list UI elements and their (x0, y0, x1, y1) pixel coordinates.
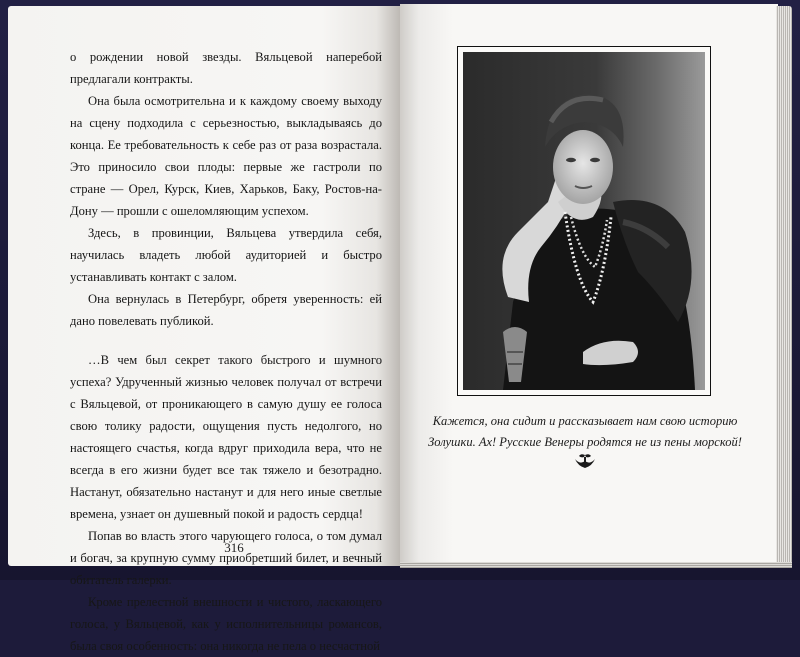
photo-frame (457, 46, 711, 396)
paragraph: о рождении новой звезды. Вяльцевой наперебой предлагали контракты. (70, 50, 382, 86)
portrait-photo (463, 52, 705, 390)
left-page (8, 6, 400, 653)
paragraph: …В чем был секрет такого быстрого и шумного успеха? Удрученный жизнью человек получал от встречи с Вяльцевой, от проникающего в самую душу ее голоса свою толику радости, ощущения пусть недолгого, но настоящего счастья, когда вдруг приходила вера, что не всегда в его жизни будет все так тяжело и безотрадно. Настанут, обязательно настанут и для него иные светлые времена, узнает он душевный покой и радость сердца! (70, 353, 382, 521)
paragraph: Здесь, в провинции, Вяльцева утвердила себя, научилась владеть любой аудиторией и быстро устанавливать контакт с залом. (70, 226, 382, 284)
paragraph: Попав во власть этого чарующего голоса, о том думал и богач, за крупную сумму приобретший билет, и вечный обитатель галерки. (70, 529, 382, 587)
paragraph: Кроме прелестной внешности и чистого, ласкающего голоса, у Вяльцевой, как у исполнительницы романсов, была своя особенность: она никогда не пела о несчастной (70, 595, 382, 653)
body-text (70, 46, 382, 657)
caption-line: Золушки. Ах! Русские Венеры родятся не из пены морской! (428, 435, 742, 449)
paragraph: Она была осмотрительна и к каждому своему выходу на сцену подходила с серьезностью, выкладываясь до конца. Ее требовательность к себе раз от раза возрастала. Это приносило свои плоды: первые же гастроли по стране — Орел, Курск, Киев, Харьков, Баку, Ростов-на-Дону — прошли с ошеломляющим успехом. (70, 94, 382, 218)
fleuron-ornament-icon (572, 453, 598, 469)
photo-caption (420, 411, 750, 453)
page-number: 316 (224, 540, 244, 555)
caption-line: Кажется, она сидит и рассказывает нам свою историю (432, 414, 738, 428)
page-edges (776, 6, 792, 566)
paragraph: Она вернулась в Петербург, обретя уверенность: ей дано повелевать публикой. (70, 292, 382, 328)
page-bottom-edges (400, 562, 792, 568)
